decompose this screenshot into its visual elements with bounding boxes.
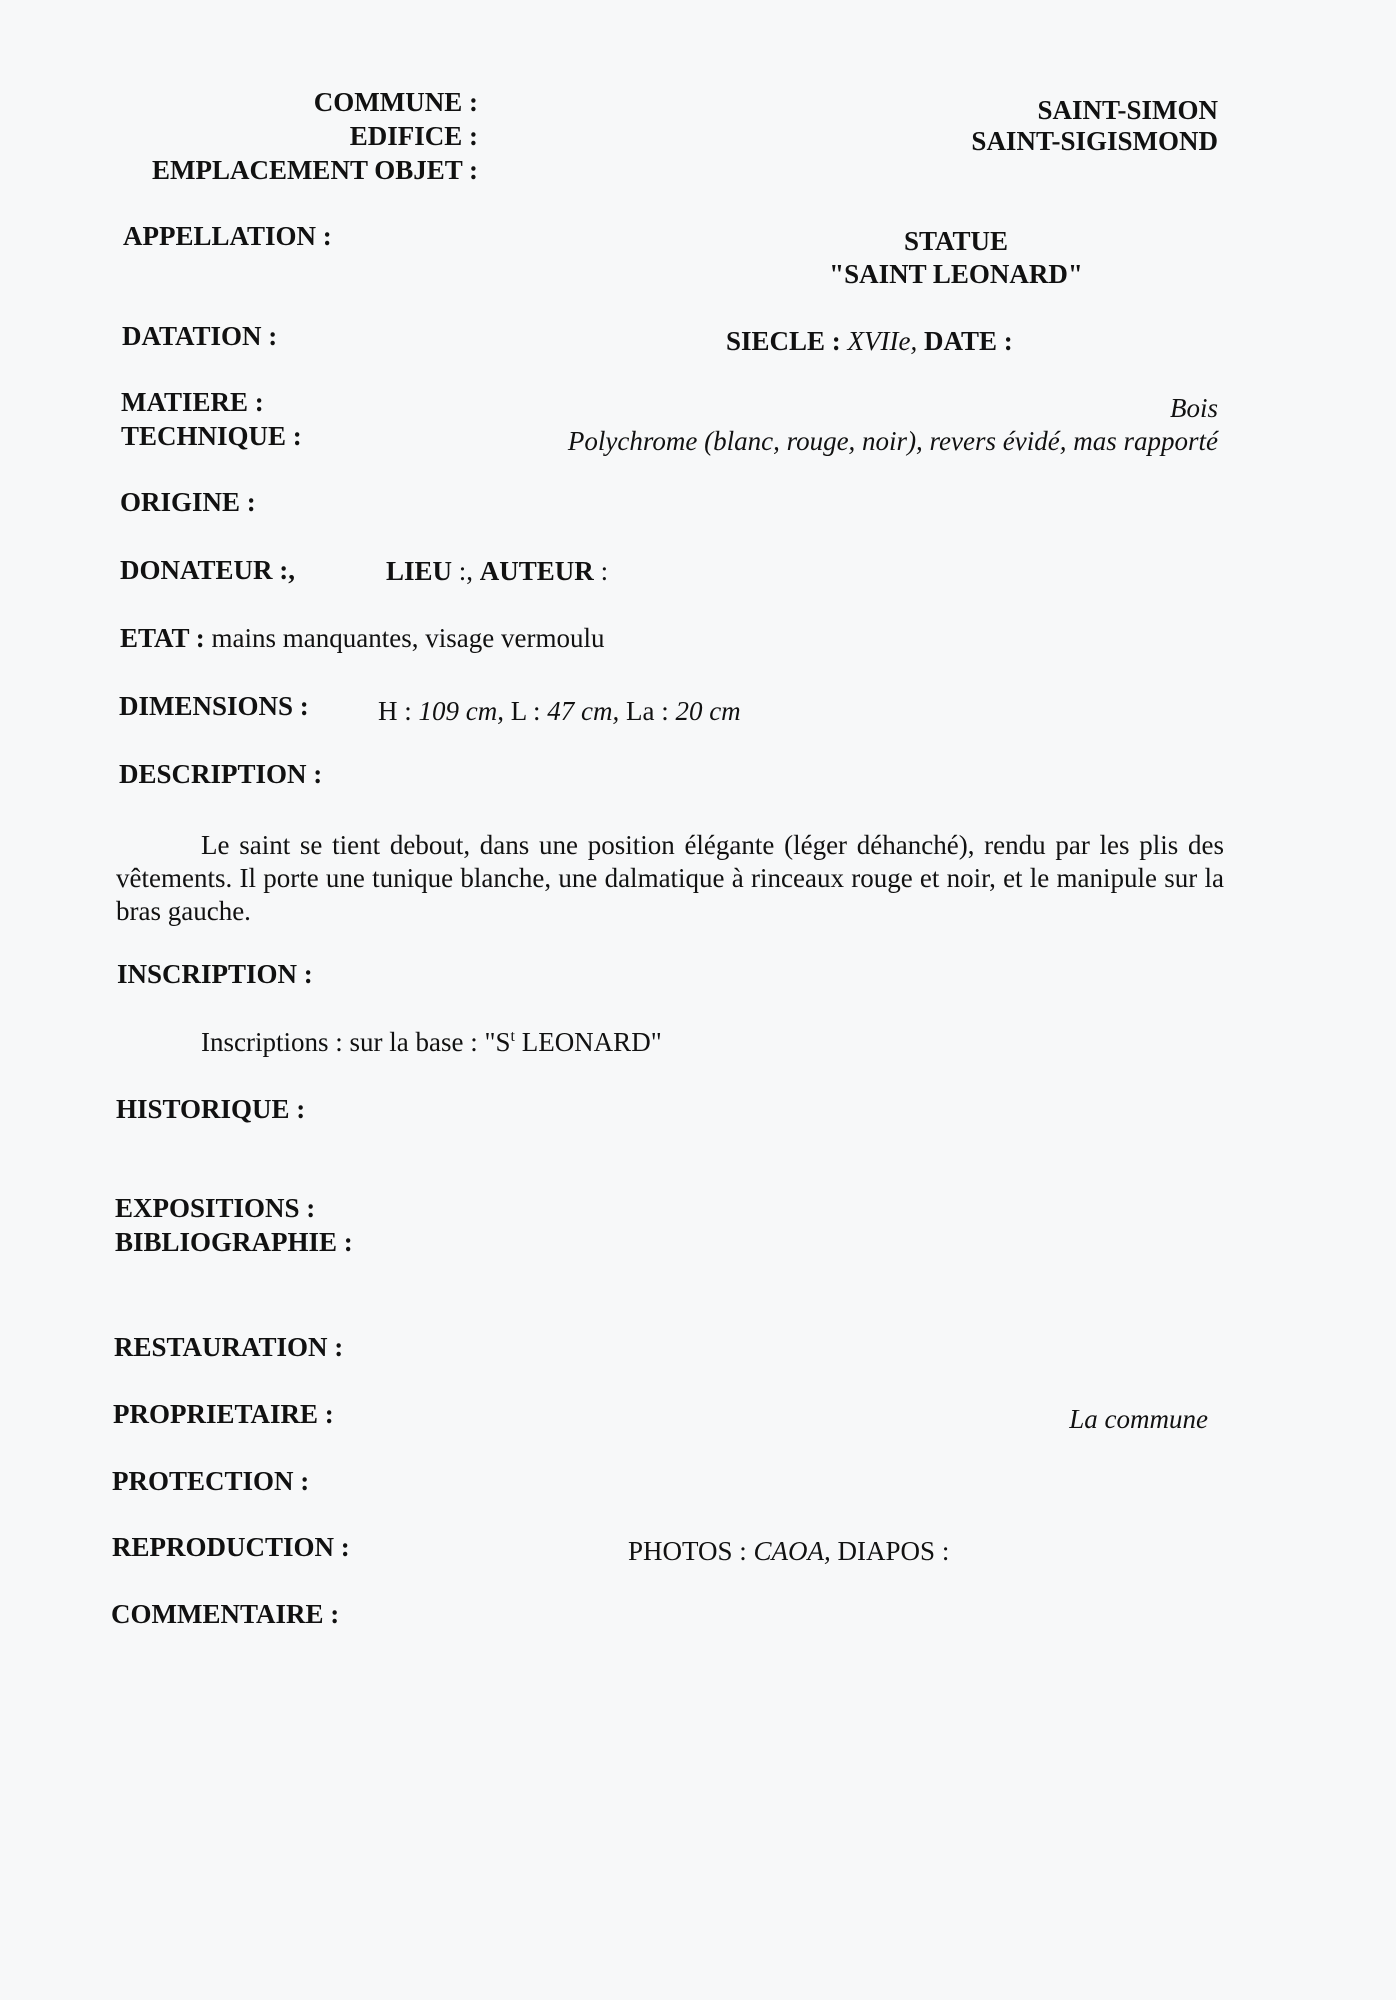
l-label: L : [510, 696, 541, 726]
datation-values [726, 325, 1013, 358]
lieu-rest: :, [458, 556, 474, 586]
donateur-label: DONATEUR :, [120, 555, 295, 585]
emplacement-label: EMPLACEMENT OBJET : [151, 155, 478, 185]
photos-value: CAOA, [753, 1536, 831, 1566]
auteur-label: AUTEUR [479, 556, 594, 586]
inscription-prefix: Inscriptions : sur la base : "S [201, 1027, 511, 1057]
appellation-value-1: STATUE [903, 226, 1009, 256]
date-label: DATE : [924, 326, 1013, 356]
matiere-label: MATIERE : [121, 387, 264, 417]
datation-label: DATATION : [122, 321, 278, 351]
h-label: H : [378, 696, 412, 726]
bibliographie-label: BIBLIOGRAPHIE : [115, 1227, 353, 1257]
technique-label: TECHNIQUE : [121, 421, 302, 451]
lieu-label: LIEU [386, 556, 453, 586]
edifice-label: EDIFICE : [349, 121, 478, 151]
inscription-suffix: LEONARD" [514, 1027, 662, 1057]
etat-value: mains manquantes, visage vermoulu [211, 623, 605, 653]
historique-label: HISTORIQUE : [116, 1094, 306, 1124]
commentaire-label: COMMENTAIRE : [111, 1599, 340, 1629]
diapos-label: DIAPOS : [837, 1536, 950, 1566]
la-value: 20 cm [675, 696, 741, 726]
dimensions-values [378, 695, 741, 728]
h-value: 109 cm, [418, 696, 504, 726]
origine-label: ORIGINE : [120, 487, 256, 517]
l-value: 47 cm, [547, 696, 620, 726]
commune-value: SAINT-SIMON [1037, 95, 1218, 125]
auteur-rest: : [600, 556, 609, 586]
protection-label: PROTECTION : [112, 1466, 310, 1496]
proprietaire-value: La commune [1069, 1404, 1208, 1434]
etat-line [120, 622, 604, 655]
siecle-label: SIECLE : [726, 326, 841, 356]
photos-label: PHOTOS : [628, 1536, 747, 1566]
appellation-value-2: "SAINT LEONARD" [829, 259, 1083, 289]
siecle-value: XVIIe, [847, 326, 918, 356]
description-text: Le saint se tient debout, dans une position élégante (léger déhanché), rendu par les plis des vêtements. Il porte une tunique blanche, une dalmatique à rinceaux rouge et noir, et le manipule sur la bras gauche. [116, 830, 1224, 926]
etat-label: ETAT : [120, 623, 205, 653]
edifice-value: SAINT-SIGISMOND [971, 126, 1218, 156]
inscription-text [201, 1026, 662, 1059]
inscription-label: INSCRIPTION : [117, 959, 313, 989]
lieu-auteur [386, 555, 608, 588]
dimensions-label: DIMENSIONS : [119, 691, 309, 721]
matiere-value: Bois [1169, 393, 1218, 423]
inscription-superscript: t [510, 1028, 515, 1045]
restauration-label: RESTAURATION : [114, 1332, 344, 1362]
description-label: DESCRIPTION : [119, 759, 323, 789]
appellation-label: APPELLATION : [123, 221, 332, 251]
technique-value: Polychrome (blanc, rouge, noir), revers évidé, mas rapporté [567, 426, 1218, 456]
expositions-label: EXPOSITIONS : [115, 1193, 316, 1223]
reproduction-values [628, 1535, 949, 1568]
commune-label: COMMUNE : [313, 87, 478, 117]
reproduction-label: REPRODUCTION : [112, 1532, 350, 1562]
proprietaire-label: PROPRIETAIRE : [113, 1399, 334, 1429]
la-label: La : [625, 696, 669, 726]
